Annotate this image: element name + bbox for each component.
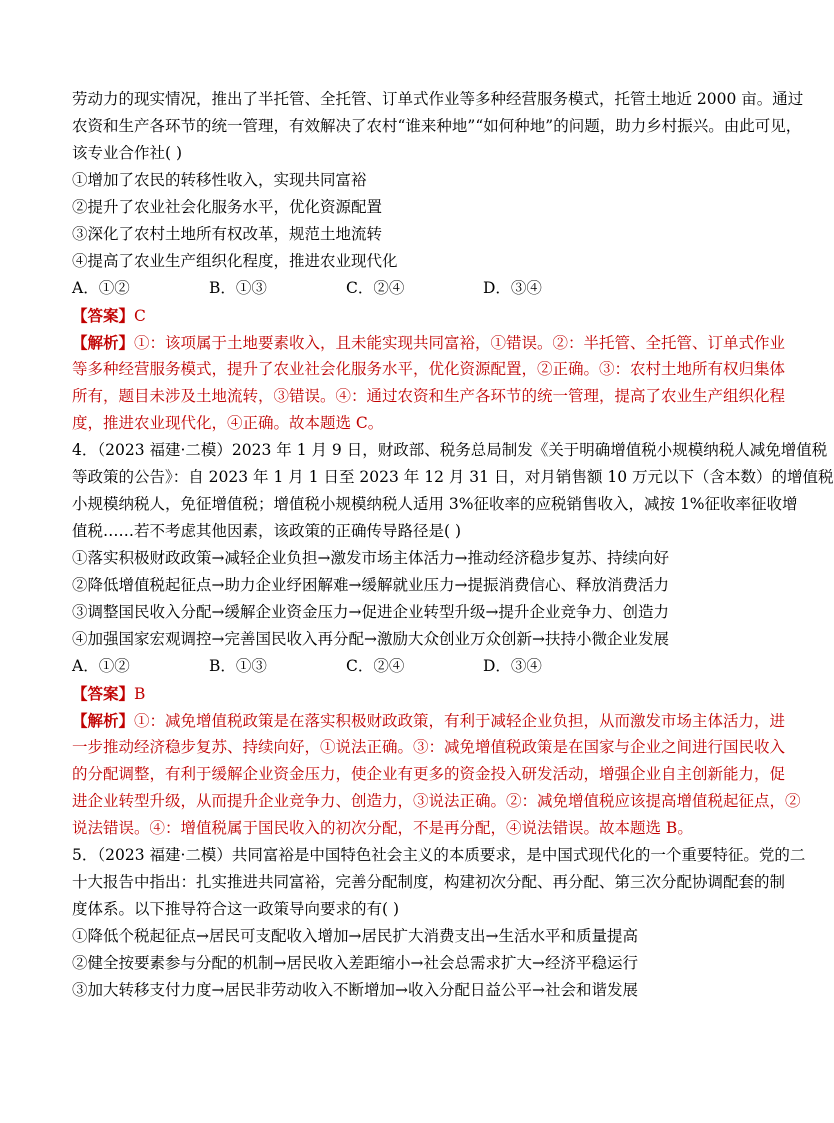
answer-line: [72, 680, 740, 707]
analysis-line: 说法错误。④：增值税属于国民收入的初次分配，不是再分配，④说法错误。故本题选 B。: [72, 819, 693, 837]
analysis-line: [72, 707, 786, 734]
question-5: [72, 842, 806, 1004]
option-d: D．③④: [483, 657, 542, 675]
statement-3: ③加大转移支付力度→居民非劳动收入不断增加→收入分配日益公平→社会和谐发展: [72, 981, 638, 999]
question-stem-line: 度体系。以下推导符合这一政策导向要求的有( ): [72, 900, 400, 918]
question-stem-line: 等政策的公告》：自 2023 年 1 月 1 日至 2023 年 12 月 31 日，对月销售额 10 万元以下（含本数）的增值税: [72, 468, 834, 486]
answer-tag: 【答案】: [72, 306, 135, 325]
question-stem-line: 十大报告中指出：扎实推进共同富裕，完善分配制度，构建初次分配、再分配、第三次分配协调配套的制: [72, 873, 786, 891]
statement-4: ④加强国家宏观调控→完善国民收入再分配→激励大众创业万众创新→扶持小微企业发展: [72, 630, 669, 648]
question-stem-line: 该专业合作社( ): [72, 144, 183, 162]
question-stem-line: 农资和生产各环节的统一管理，有效解决了农村“谁来种地”“如何种地”的问题，助力乡村振兴。由此可见，: [72, 117, 802, 135]
statement-2: ②健全按要素参与分配的机制→居民收入差距缩小→社会总需求扩大→经济平稳运行: [72, 954, 638, 972]
answer-tag: 【答案】: [72, 684, 135, 703]
analysis-line: 等多种经营服务模式，提升了农业社会化服务水平，优化资源配置，②正确。③：农村土地所有权归集体: [72, 360, 786, 378]
statement-1: ①降低个税起征点→居民可支配收入增加→居民扩大消费支出→生活水平和质量提高: [72, 927, 638, 945]
answer-value: C: [134, 307, 146, 325]
question-stem-line: 4．（2023 福建·二模）2023 年 1 月 9 日，财政部、税务总局制发《关于明确增值税小规模纳税人减免增值税: [72, 441, 828, 459]
question-stem-line: 5．（2023 福建·二模）共同富裕是中国特色社会主义的本质要求，是中国式现代化的一个重要特征。党的二: [72, 846, 806, 864]
analysis-line: 的分配调整，有利于缓解企业资金压力，使企业有更多的资金投入研发活动，增强企业自主创新能力，促: [72, 765, 786, 783]
analysis-line: [72, 329, 786, 356]
question-4: [72, 437, 834, 842]
answer-options: [72, 653, 740, 680]
option-a: A．①②: [72, 279, 130, 297]
document-content: [72, 86, 834, 1004]
question-stem-line: 劳动力的现实情况，推出了半托管、全托管、订单式作业等多种经营服务模式，托管土地近 2000 亩。通过: [72, 90, 804, 108]
analysis-line: 度，推进农业现代化，④正确。故本题选 C。: [72, 414, 384, 432]
statement-2: ②提升了农业社会化服务水平，优化资源配置: [72, 198, 383, 216]
analysis-tag: 【解析】: [72, 711, 135, 730]
option-b: B．①③: [209, 279, 267, 297]
analysis-line: 一步推动经济稳步复苏、持续向好，①说法正确。③：减免增值税政策是在国家与企业之间进行国民收入: [72, 738, 786, 756]
option-d: D．③④: [483, 279, 542, 297]
statement-3: ③调整国民收入分配→缓解企业资金压力→促进企业转型升级→提升企业竞争力、创造力: [72, 603, 669, 621]
option-b: B．①③: [209, 657, 267, 675]
answer-value: B: [134, 685, 146, 703]
option-a: A．①②: [72, 657, 130, 675]
question-stem-line: 值税……若不考虑其他因素，该政策的正确传导路径是( ): [72, 522, 462, 540]
answer-options: [72, 275, 740, 302]
option-c: C．②④: [346, 279, 405, 297]
question-stem-line: 小规模纳税人，免征增值税；增值税小规模纳税人适用 3%征收率的应税销售收入，减按 1%征收率征收增: [72, 495, 798, 513]
statement-3: ③深化了农村土地所有权改革，规范土地流转: [72, 225, 383, 243]
analysis-line: 所有，题目未涉及土地流转，③错误。④：通过农资和生产各环节的统一管理，提高了农业生产组织化程: [72, 387, 786, 405]
analysis-text: ①：减免增值税政策是在落实积极财政政策，有利于减轻企业负担，从而激发市场主体活力，进: [134, 712, 786, 730]
answer-line: [72, 302, 740, 329]
statement-1: ①增加了农民的转移性收入，实现共同富裕: [72, 171, 367, 189]
question-3: [72, 86, 804, 437]
statement-1: ①落实积极财政政策→减轻企业负担→激发市场主体活力→推动经济稳步复苏、持续向好: [72, 549, 669, 567]
option-c: C．②④: [346, 657, 405, 675]
statement-2: ②降低增值税起征点→助力企业纾困解难→缓解就业压力→提振消费信心、释放消费活力: [72, 576, 669, 594]
statement-4: ④提高了农业生产组织化程度，推进农业现代化: [72, 252, 398, 270]
analysis-text: ①：该项属于土地要素收入，且未能实现共同富裕，①错误。②：半托管、全托管、订单式作业: [134, 334, 786, 352]
analysis-tag: 【解析】: [72, 333, 135, 352]
analysis-line: 进企业转型升级，从而提升企业竞争力、创造力，③说法正确。②：减免增值税应该提高增值税起征点，②: [72, 792, 801, 810]
